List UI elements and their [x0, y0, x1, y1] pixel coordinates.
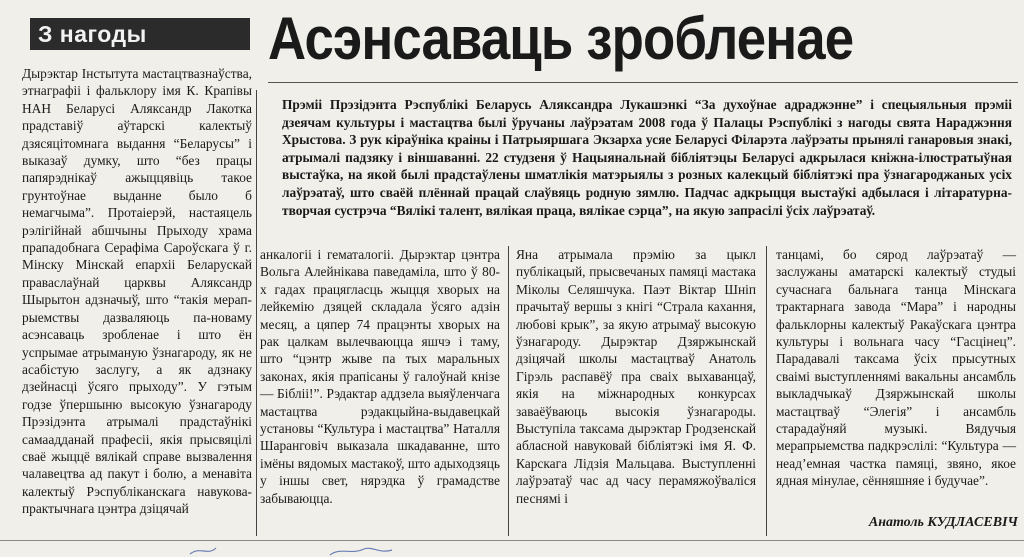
column-divider: [766, 246, 767, 536]
headline: Асэнсаваць зробленае: [268, 5, 854, 72]
column-4-text: танцамі, бо сярод лаўрэатаў — заслужаны аматарскі калектыў студыі сучаснага бальнага танца Мінскага трактарнага завода “Мара” і народны фальклорны калектыў Ракаўскага цэнтра культуры і вольнага часу “Гасцінец”. Парадавалі таксама ўсіх прысутных сваімі выступленнямі вакальны ансамбль выкладчыкаў Дзяржынскай школы мастацтваў “Элегія” і ансамбль старадаўняй музыкі. Вядучыя мерапрыемства падкрэслілі: “Культура — неад’емная частка памяці, звяно, якое ядная мінулае, сённяшняе і будучае”.: [776, 247, 1016, 489]
lead-paragraph: Прэміі Прэзідэнта Рэспублікі Беларусь Аляксандра Лукашэнкі “За духоўнае адраджэнне” і спецыяльныя прэміі дзеячам культуры і мастацтва былі ўручаны лаўрэатам 2008 года ў Палацы Рэспублікі з нагоды свята Нараджэння Хрыстова. З рук кіраўніка краіны і Патрыяршага Экзарха усяе Беларусі Філарэта лаўрэаты прынялі ганаровыя знакі, атрымалі падзяку і віншаванні. 22 студзеня ў Нацыянальнай бібліятэцы Беларусі адкрылася кніжна-ілюстратыўная выстаўка, на якой былі прадстаўлены шматлікія матэрыялы з розных калекцый бібліятэкі пра ўзнагароджаных усіх лаўрэатаў, што сваёй плённай працай слаўвяць родную зямлю. Падчас адкрыцця выстаўкі адбылася і літаратурна-творчая сустрэча “Вялікі талент, вялікая праца, вялікае сэрца”, на якую запрасілі ўсіх лаўрэатаў.: [282, 97, 1012, 218]
author-signature: Анатоль КУДЛАСЕВІЧ: [868, 515, 1018, 530]
column-divider: [508, 246, 509, 536]
clipping-edge: [0, 540, 1024, 541]
article-column-3: [516, 246, 756, 536]
column-1-text: Дырэктар Інстытута мастацтвазнаўства, этнаграфіі і фальклору імя К. Крапівы НАН Беларусі Аляксандр Лакотка прадставіў аўтарскі калектыў дзясяцітомнага выдання “Беларусы” і выказаў думку, што “без працы папярэднікаў ажыццявіць такое грунтоўнае выданне было б немагчыма”. Протаіерэй, настаяцель рэлігійнай абшчыны Прыходу храма прападобнага Серафіма Сароўскага ў г. Мінску Мінскай епархіі Беларускай праваслаўнай царквы Аляксандр Шырытон адзначыў, што “такія мерапрыемствы дазваляюць па-новаму асэнсаваць зробленае і што ён успрымае атрыманую ўзнагароду, як не асабістую заслугу, а як адзнаку дзейнасці ўсяго прыходу”. У гэтым годзе ўпершыню высокую ўзнагароду Прэзідэнта атрымалі прадстаўнікі самаадданай прафесіі, якія прысвяцілі сваё жыццё вялікай справе вызвалення чалавецтва ад пакут і болю, а менавіта калектыў Рэспубліканскага навукова-практычнага цэнтра дзіцячай: [22, 66, 252, 517]
column-divider: [256, 90, 257, 536]
column-2-text: анкалогіі і гематалогіі. Дырэктар цэнтра Вольга Алейнікава паведаміла, што ў 80-х гадах працягласць жыцця хворых на лейкемію дзяцей складала ўсяго адзін месяц, а цяпер 74 працэнты хворых на рак цалкам вылечваюцца яшчэ і таму, што “цэнтр жыве па тых маральных законах, якія прапісаны ў галоўнай кнізе — Біблii!”. Рэдактар аддзела выяўленчага мастацтва рэдакцыйна-выдавецкай установы “Культура і мастацтва” Наталля Шаранговіч выказала шкадаванне, што імёны вядомых мастакоў, што адыходзяць у іншы свет, нярэдка ў грамадстве забываюцца.: [260, 247, 500, 506]
headline-rule: [268, 82, 1018, 83]
handwritten-mark: [180, 544, 420, 557]
article-column-4: [776, 246, 1016, 516]
article-column-2: [260, 246, 500, 536]
column-3-text: Яна атрымала прэмію за цыкл публікацый, прысвечаных памяці мастака Міколы Селяшчука. Паэт Віктар Шніп прачытаў вершы з кнігі “Страла кахання, любові крык”, за якую атрымаў высокую ўзнагароду. Дырэктар Дзяржынскай дзіцячай школы мастацтваў Анатоль Гірэль распавёў пра сваіх выхаванцаў, якія на міжнародных конкурсах заваёўваюць высокія ўзнагароды. Выступіла таксама дырэктар Гродзенскай абласной навуковай бібліятэкі імя Я. Ф. Карскага Лідзія Мальцава. Выступленні лаўрэатаў час ад часу перамяжоўваліся песнямі і: [516, 247, 756, 506]
article-column-1: [22, 65, 252, 535]
rubric-label: З нагоды: [30, 18, 250, 50]
